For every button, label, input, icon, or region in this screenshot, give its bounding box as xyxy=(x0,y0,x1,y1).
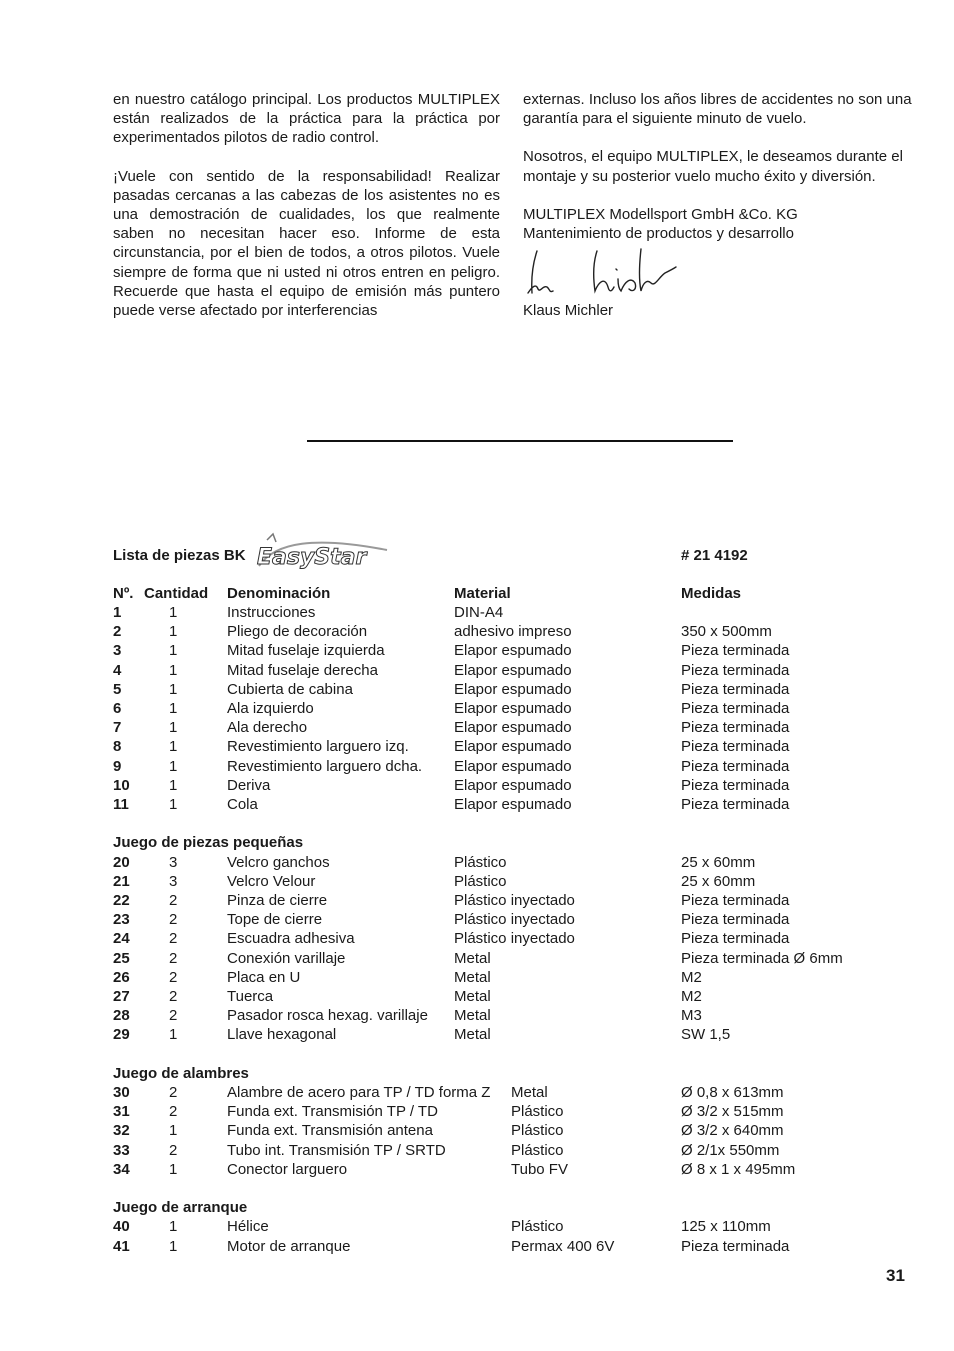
part-dimensions: Pieza terminada Ø 6mm xyxy=(681,949,843,967)
part-number: 5 xyxy=(113,680,122,698)
part-dimensions: Pieza terminada xyxy=(681,757,790,775)
part-number: 20 xyxy=(113,853,130,871)
table-row xyxy=(113,681,913,700)
table-row xyxy=(113,700,913,719)
part-number: 3 xyxy=(113,642,122,660)
part-name: Llave hexagonal xyxy=(227,1026,337,1044)
horizontal-divider xyxy=(307,440,733,442)
table-row xyxy=(113,796,913,815)
department-name: Mantenimiento de productos y desarrollo xyxy=(523,225,794,243)
part-name: Alambre de acero para TP / TD forma Z xyxy=(227,1084,491,1101)
group-title: Juego de piezas pequeñas xyxy=(113,834,304,852)
part-quantity: 2 xyxy=(169,1007,178,1025)
part-name: Velcro ganchos xyxy=(227,853,330,871)
table-row xyxy=(113,1007,913,1026)
part-dimensions: Pieza terminada xyxy=(681,1237,790,1255)
part-material: Metal xyxy=(454,988,491,1005)
table-row xyxy=(113,873,913,892)
part-number: 7 xyxy=(113,719,122,737)
part-material: Elapor espumado xyxy=(454,700,572,717)
table-row xyxy=(113,777,913,796)
part-name: Tuerca xyxy=(227,988,274,1005)
part-material: Elapor espumado xyxy=(454,796,572,813)
part-material: Elapor espumado xyxy=(454,719,572,737)
part-name: Velcro Velour xyxy=(227,872,316,890)
part-name: Pinza de cierre xyxy=(227,892,328,909)
part-name: Conector larguero xyxy=(227,1160,348,1178)
part-name: Motor de arranque xyxy=(227,1237,351,1255)
part-quantity: 1 xyxy=(169,604,178,621)
part-dimensions: Pieza terminada xyxy=(681,719,790,737)
part-quantity: 1 xyxy=(169,623,178,641)
part-quantity: 1 xyxy=(169,1160,178,1178)
part-name: Revestimiento larguero izq. xyxy=(227,738,409,756)
table-row xyxy=(113,930,913,949)
table-row xyxy=(113,892,913,911)
part-dimensions: 125 x 110mm xyxy=(681,1218,771,1236)
group-title: Juego de alambres xyxy=(113,1064,249,1082)
part-material: Elapor espumado xyxy=(454,661,572,679)
part-quantity: 2 xyxy=(169,1103,178,1121)
easystar-logo xyxy=(255,532,393,574)
part-dimensions: Pieza terminada xyxy=(681,680,790,698)
part-number: 11 xyxy=(113,796,129,813)
part-material: Plástico inyectado xyxy=(454,911,575,929)
table-row xyxy=(113,642,913,661)
table-row xyxy=(113,1026,913,1045)
part-dimensions: Pieza terminada xyxy=(681,796,790,813)
part-name: Placa en U xyxy=(227,968,301,986)
part-number: 41 xyxy=(113,1237,130,1255)
part-quantity: 1 xyxy=(169,757,178,775)
table-row xyxy=(113,1238,913,1257)
part-quantity: 2 xyxy=(169,911,178,929)
part-material: Elapor espumado xyxy=(454,776,572,794)
part-name: Ala izquierdo xyxy=(227,700,314,717)
part-dimensions: Pieza terminada xyxy=(681,911,790,929)
part-number: 24 xyxy=(113,930,130,948)
table-row xyxy=(113,969,913,988)
part-quantity: 1 xyxy=(169,1122,178,1140)
part-name: Cubierta de cabina xyxy=(227,680,353,698)
table-row xyxy=(113,988,913,1007)
part-material: Metal xyxy=(454,968,491,986)
part-name: Tope de cierre xyxy=(227,911,323,929)
parts-table-header xyxy=(113,585,913,604)
part-number: 27 xyxy=(113,988,130,1005)
part-material: Metal xyxy=(454,1007,491,1025)
part-material: adhesivo impreso xyxy=(454,623,572,641)
part-number: 40 xyxy=(113,1218,130,1236)
part-quantity: 1 xyxy=(169,1218,178,1236)
part-material: Tubo FV xyxy=(511,1160,568,1178)
part-dimensions: M2 xyxy=(681,968,702,986)
part-quantity: 1 xyxy=(169,642,178,660)
table-row xyxy=(113,1103,913,1122)
part-number: 6 xyxy=(113,700,122,717)
intro-paragraph: en nuestro catálogo principal. Los productos MULTIPLEX están realizados de la práctica para la práctica por experimentados pilotos de radio control. xyxy=(113,91,500,147)
part-name: Funda ext. Transmisión antena xyxy=(227,1122,433,1140)
part-number: 2 xyxy=(113,623,122,641)
part-quantity: 2 xyxy=(169,988,178,1005)
intro-right-column xyxy=(523,90,915,320)
part-quantity: 3 xyxy=(169,853,178,871)
part-name: Tubo int. Transmisión TP / SRTD xyxy=(227,1141,446,1159)
part-material: Plástico xyxy=(511,1141,564,1159)
part-name: Deriva xyxy=(227,776,271,794)
part-material: Elapor espumado xyxy=(454,680,572,698)
part-dimensions: SW 1,5 xyxy=(681,1026,731,1044)
part-quantity: 2 xyxy=(169,930,178,948)
svg-text:EasyStar: EasyStar xyxy=(257,545,367,570)
table-row xyxy=(113,604,913,623)
part-material: Permax 400 6V xyxy=(511,1237,615,1255)
intro-paragraph: Nosotros, el equipo MULTIPLEX, le deseamos durante el montaje y su posterior vuelo mucho éxito y diversión. xyxy=(523,148,903,185)
part-number: 26 xyxy=(113,968,130,986)
part-number: 34 xyxy=(113,1160,130,1178)
table-row xyxy=(113,1161,913,1180)
part-number: 10 xyxy=(113,776,130,794)
part-quantity: 1 xyxy=(169,680,178,698)
part-name: Pasador rosca hexag. varillaje xyxy=(227,1007,428,1025)
part-dimensions: Ø 3/2 x 640mm xyxy=(681,1122,784,1140)
part-number: 32 xyxy=(113,1122,130,1140)
table-row xyxy=(113,1122,913,1141)
part-dimensions: Ø 0,8 x 613mm xyxy=(681,1084,784,1101)
part-quantity: 2 xyxy=(169,892,178,909)
part-dimensions: Ø 2/1x 550mm xyxy=(681,1141,780,1159)
table-row xyxy=(113,758,913,777)
part-number: 21 xyxy=(113,872,130,890)
part-quantity: 1 xyxy=(169,1237,178,1255)
part-number: 28 xyxy=(113,1007,130,1025)
parts-list-header xyxy=(113,545,913,575)
part-dimensions: M3 xyxy=(681,1007,702,1025)
part-material: Metal xyxy=(511,1084,548,1101)
part-material: Plástico inyectado xyxy=(454,930,575,948)
part-material: Elapor espumado xyxy=(454,642,572,660)
part-name: Funda ext. Transmisión TP / TD xyxy=(227,1103,438,1121)
part-number: 30 xyxy=(113,1084,130,1101)
intro-paragraph: ¡Vuele con sentido de la responsabilidad! Realizar pasadas cercanas a las cabezas de los asistentes no es una demostración de cualidades, los que realmente saben no necesitan hacer eso. Informe de esta circunstancia, por el bien de todos, a otros pilotos. Vuele siempre de forma que ni usted ni otros entren en peligro. Recuerde que hasta el equipo de emisión más puntero puede verse afectado por interferencias xyxy=(113,167,500,320)
part-material: Elapor espumado xyxy=(454,757,572,775)
table-row xyxy=(113,1218,913,1237)
table-row xyxy=(113,854,913,873)
part-material: DIN-A4 xyxy=(454,604,504,621)
group-title: Juego de arranque xyxy=(113,1199,248,1217)
table-row xyxy=(113,950,913,969)
part-quantity: 2 xyxy=(169,949,178,967)
header-material: Material xyxy=(454,585,511,602)
part-number: 9 xyxy=(113,757,122,775)
part-material: Plástico xyxy=(454,853,507,871)
part-material: Metal xyxy=(454,949,491,967)
part-dimensions: Ø 8 x 1 x 495mm xyxy=(681,1160,796,1178)
header-no: Nº. xyxy=(113,585,134,602)
part-name: Pliego de decoración xyxy=(227,623,368,641)
part-dimensions: 25 x 60mm xyxy=(681,872,756,890)
part-dimensions: Ø 3/2 x 515mm xyxy=(681,1103,784,1121)
part-quantity: 1 xyxy=(169,1026,178,1044)
part-quantity: 1 xyxy=(169,796,178,813)
part-number: 33 xyxy=(113,1141,130,1159)
part-quantity: 2 xyxy=(169,1141,178,1159)
part-dimensions: Pieza terminada xyxy=(681,930,790,948)
part-dimensions: Pieza terminada xyxy=(681,642,790,660)
part-dimensions: 25 x 60mm xyxy=(681,853,756,871)
part-quantity: 2 xyxy=(169,1084,178,1101)
header-dims: Medidas xyxy=(681,585,742,602)
table-row xyxy=(113,662,913,681)
company-name: MULTIPLEX Modellsport GmbH &Co. KG xyxy=(523,205,798,223)
part-name: Revestimiento larguero dcha. xyxy=(227,757,423,775)
part-material: Elapor espumado xyxy=(454,738,572,756)
table-row xyxy=(113,1142,913,1161)
part-dimensions: Pieza terminada xyxy=(681,700,790,717)
article-number: # 21 4192 xyxy=(681,547,748,564)
part-number: 4 xyxy=(113,661,122,679)
part-name: Mitad fuselaje derecha xyxy=(227,661,378,679)
part-material: Plástico xyxy=(511,1218,564,1236)
part-quantity: 1 xyxy=(169,661,178,679)
part-material: Metal xyxy=(454,1026,491,1044)
table-row xyxy=(113,623,913,642)
part-quantity: 1 xyxy=(169,776,178,794)
part-name: Instrucciones xyxy=(227,604,316,621)
part-name: Hélice xyxy=(227,1218,269,1236)
intro-left-column xyxy=(113,90,500,339)
part-quantity: 1 xyxy=(169,700,178,717)
parts-list-title: Lista de piezas BK xyxy=(113,547,246,564)
part-number: 25 xyxy=(113,949,130,967)
header-qty: Cantidad xyxy=(144,585,209,602)
part-name: Conexión varillaje xyxy=(227,949,346,967)
part-name: Ala derecho xyxy=(227,719,308,737)
part-material: Plástico xyxy=(511,1103,564,1121)
part-number: 22 xyxy=(113,892,130,909)
part-dimensions: Pieza terminada xyxy=(681,892,790,909)
table-row xyxy=(113,719,913,738)
part-number: 8 xyxy=(113,738,122,756)
part-dimensions: Pieza terminada xyxy=(681,661,790,679)
part-quantity: 1 xyxy=(169,738,178,756)
handwritten-signature xyxy=(523,247,683,299)
part-material: Plástico inyectado xyxy=(454,892,575,909)
part-name: Escuadra adhesiva xyxy=(227,930,355,948)
part-number: 29 xyxy=(113,1026,130,1044)
part-dimensions: Pieza terminada xyxy=(681,738,790,756)
intro-paragraph: externas. Incluso los años libres de accidentes no son una garantía para el siguiente minuto de vuelo. xyxy=(523,91,912,128)
part-dimensions: Pieza terminada xyxy=(681,776,790,794)
part-name: Mitad fuselaje izquierda xyxy=(227,642,385,660)
page-number: 31 xyxy=(886,1266,905,1285)
part-quantity: 3 xyxy=(169,872,178,890)
part-number: 1 xyxy=(113,604,122,621)
part-number: 23 xyxy=(113,911,130,929)
part-name: Cola xyxy=(227,796,258,813)
header-name: Denominación xyxy=(227,585,331,602)
part-material: Plástico xyxy=(511,1122,564,1140)
table-row xyxy=(113,911,913,930)
part-quantity: 2 xyxy=(169,968,178,986)
part-dimensions: 350 x 500mm xyxy=(681,623,772,641)
table-row xyxy=(113,738,913,757)
part-material: Plástico xyxy=(454,872,507,890)
part-number: 31 xyxy=(113,1103,130,1121)
table-row xyxy=(113,1084,913,1103)
signatory-name: Klaus Michler xyxy=(523,302,614,320)
part-quantity: 1 xyxy=(169,719,178,737)
part-dimensions: M2 xyxy=(681,988,702,1005)
